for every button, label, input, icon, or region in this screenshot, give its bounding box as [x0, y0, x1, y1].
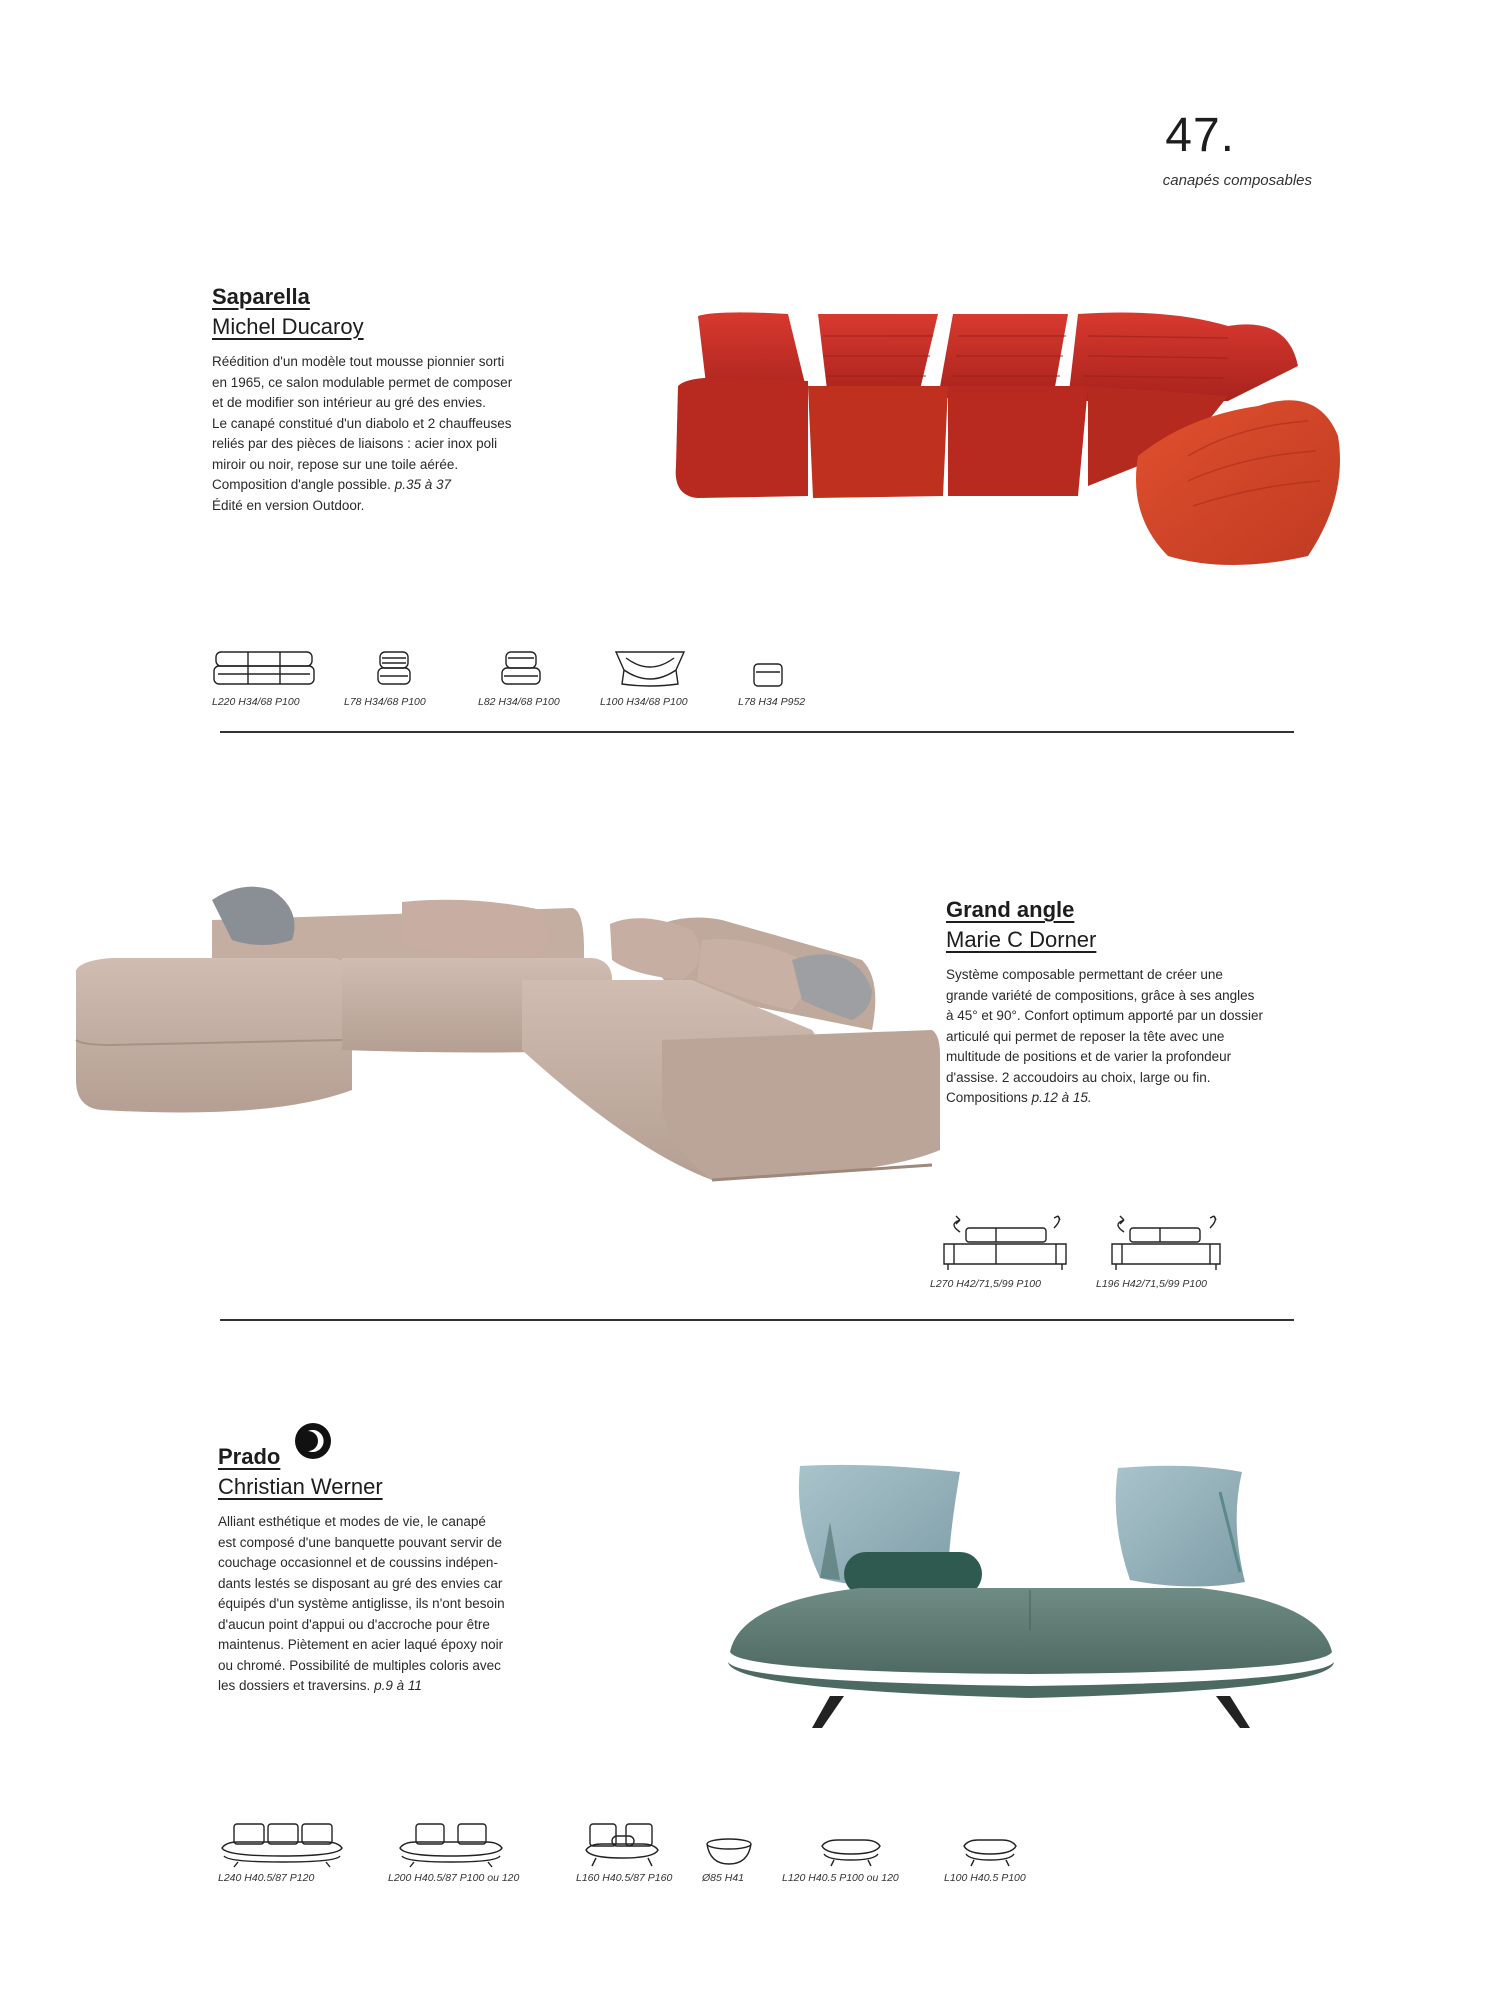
- banquette-two-cushion-icon: [396, 1822, 506, 1868]
- product-description: Réédition d'un modèle tout mousse pionnier sorti en 1965, ce salon modulable permet de composer et de modifier son intérieur au gré des envies. Le canapé constitué d'un diabolo et 2 chauffeuses reliés par des pièces de liaisons : acier inox poli miroir ou noir, repose sur une toile aérée. Composition d'angle possible. p.35 à 37 Édité en version Outdoor.: [212, 354, 513, 513]
- grand-angle-sofa-image: [72, 880, 940, 1190]
- module-item: [930, 1214, 1072, 1290]
- module-item: [600, 648, 688, 708]
- product-designer: Marie C Dorner: [946, 927, 1097, 952]
- page-reference: p.9 à 11: [374, 1678, 422, 1693]
- bench-pouf-icon: [818, 1836, 884, 1868]
- module-dims: L196 H42/71,5/99 P100: [1096, 1278, 1207, 1290]
- prado-sofa-image: [720, 1462, 1344, 1734]
- three-seat-module-icon: [212, 648, 316, 690]
- module-dims: L220 H34/68 P100: [212, 696, 300, 708]
- product-saparella: [212, 282, 512, 516]
- banquette-short-icon: [582, 1822, 662, 1868]
- outdoor-moon-icon: [294, 1422, 332, 1460]
- product-prado: [218, 1442, 505, 1697]
- round-pouf-icon: [704, 1836, 754, 1868]
- section-title: canapés composables: [1162, 172, 1312, 189]
- ottoman-icon: [752, 662, 784, 690]
- module-item: [576, 1822, 673, 1884]
- module-dims: L78 H34/68 P100: [344, 696, 426, 708]
- product-name: Prado: [218, 1444, 281, 1469]
- product-name: Saparella: [212, 284, 310, 309]
- reclining-sofa-large-icon: [938, 1214, 1072, 1274]
- product-designer: Michel Ducaroy: [212, 314, 364, 339]
- banquette-three-cushion-icon: [218, 1822, 346, 1868]
- saparella-sofa-image: [668, 306, 1368, 586]
- module-item: [738, 662, 806, 708]
- module-dims: L78 H34 P952: [738, 696, 806, 708]
- page-number: 47.: [1165, 109, 1235, 162]
- module-item: [478, 648, 560, 708]
- reclining-sofa-small-icon: [1108, 1214, 1224, 1274]
- module-item: [1096, 1214, 1224, 1290]
- module-dims: L240 H40.5/87 P120: [218, 1872, 315, 1884]
- module-item: [704, 1836, 754, 1884]
- product-description: Alliant esthétique et modes de vie, le canapé est composé d'une banquette pouvant servir de couchage occasionnel et de coussins indépen- dants lestés se disposant au gré des envies car équipés d'un système antiglisse, ils n'ont besoin d'aucun point d'appui ou d'accroche pour être maintenus. Piètement en acier laqué époxy noir ou chromé. Possibilité de multiples coloris avec les dossiers et traversins. p.9 à 11: [218, 1514, 505, 1693]
- module-dims: L100 H34/68 P100: [600, 696, 688, 708]
- module-dims: L200 H40.5/87 P100 ou 120: [388, 1872, 520, 1884]
- page-reference: p.35 à 37: [394, 477, 452, 492]
- module-dims: Ø85 H41: [702, 1872, 745, 1884]
- wide-chair-icon: [498, 648, 544, 690]
- corner-module-icon: [612, 648, 688, 690]
- module-item: [388, 1822, 520, 1884]
- product-designer: Christian Werner: [218, 1474, 383, 1499]
- module-dims: L82 H34/68 P100: [478, 696, 560, 708]
- module-dims: L100 H40.5 P100: [944, 1872, 1026, 1884]
- divider: [220, 731, 1294, 733]
- divider: [220, 1319, 1294, 1321]
- page-reference: p.12 à 15.: [1031, 1090, 1092, 1105]
- module-item: [782, 1836, 899, 1884]
- product-name: Grand angle: [946, 897, 1075, 922]
- module-dims: L160 H40.5/87 P160: [576, 1872, 673, 1884]
- product-description: Système composable permettant de créer une grande variété de compositions, grâce à ses angles à 45° et 90°. Confort optimum apporté par un dossier articulé qui permet de reposer la tête avec une multitude de positions et de varier la profondeur d'assise. 2 accoudoirs au choix, large ou fin. Compositions p.12 à 15.: [946, 967, 1263, 1105]
- module-item: [344, 648, 426, 708]
- module-dims: L270 H42/71,5/99 P100: [930, 1278, 1041, 1290]
- armless-chair-icon: [374, 648, 414, 690]
- module-item: [218, 1822, 346, 1884]
- module-dims: L120 H40.5 P100 ou 120: [782, 1872, 899, 1884]
- module-item: [212, 648, 316, 708]
- product-grand-angle: [946, 895, 1263, 1109]
- module-item: [944, 1836, 1026, 1884]
- small-pouf-icon: [960, 1836, 1020, 1868]
